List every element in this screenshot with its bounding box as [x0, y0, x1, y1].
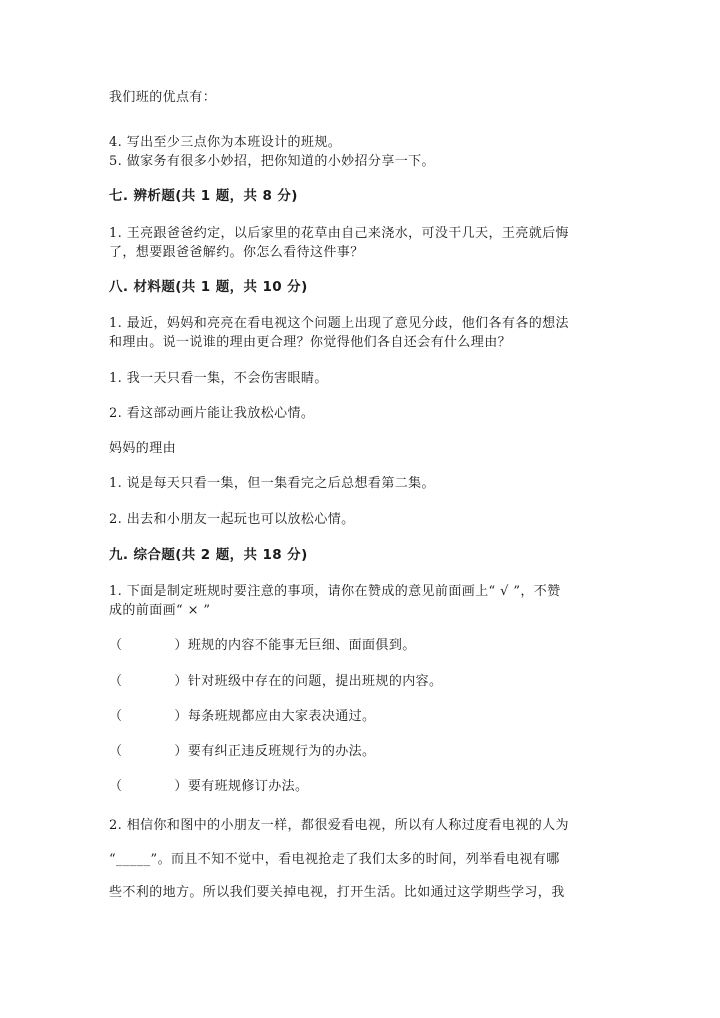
section-7-q1-line1: 1. 王亮跟爸爸约定，以后家里的花草由自己来浇水，可没干几天，王亮就后悔 [109, 226, 569, 241]
section-9-q1-line1: 1. 下面是制定班规时要注意的事项，请你在赞成的意见前面画上“ √ ”，不赞 [109, 584, 561, 599]
option-text: 针对班级中存在的问题，提出班规的内容。 [187, 674, 443, 689]
answer-blank-open: （ [109, 779, 123, 794]
answer-blank-close: ） [174, 638, 188, 653]
option-text: 班规的内容不能事无巨细、面面俱到。 [187, 638, 416, 653]
answer-blank-close: ） [174, 709, 188, 724]
mom-reason-label: 妈妈的理由 [109, 441, 177, 456]
option-row-2 [109, 672, 442, 692]
option-row-1 [109, 636, 416, 656]
section-8-q1-line2: 和理由。说一说谁的理由更合理？你觉得他们各自还会有什么理由？ [109, 335, 512, 350]
answer-blank-close: ） [174, 779, 188, 794]
answer-blank-open: （ [109, 709, 123, 724]
option-row-4 [109, 742, 375, 762]
answer-blank-open: （ [109, 638, 123, 653]
mom-reason-1: 1. 说是每天只看一集，但一集看完之后总想看第二集。 [109, 476, 435, 491]
option-row-3 [109, 707, 375, 727]
option-text: 要有纠正违反班规行为的办法。 [187, 744, 376, 759]
section-8-q1-line1: 1. 最近，妈妈和亮亮在看电视这个问题上出现了意见分歧，他们各有各的想法 [109, 316, 569, 331]
section-8-title: 八. 材料题(共 1 题，共 10 分) [109, 279, 308, 295]
option-text: 每条班规都应由大家表决通过。 [187, 709, 376, 724]
answer-blank-close: ） [174, 674, 188, 689]
mom-reason-2: 2. 出去和小朋友一起玩也可以放松心情。 [109, 512, 355, 527]
section-9-q2-line3: 些不利的地方。所以我们要关掉电视，打开生活。比如通过这学期些学习，我 [109, 885, 565, 900]
section-9-title: 九. 综合题(共 2 题，共 18 分) [109, 547, 308, 563]
answer-blank-open: （ [109, 674, 123, 689]
question-5: 5. 做家务有很多小妙招，把你知道的小妙招分享一下。 [109, 154, 435, 169]
answer-blank-close: ） [174, 744, 188, 759]
section-9-q2-line2: “_____”。而且不知不觉中，看电视抢走了我们太多的时间，列举看电视有哪 [109, 852, 560, 867]
section-9-q2-line1: 2. 相信你和图中的小朋友一样，都很爱看电视，所以有人称过度看电视的人为 [109, 818, 569, 833]
liang-reason-1: 1. 我一天只看一集，不会伤害眼睛。 [109, 371, 328, 386]
class-strengths-prompt: 我们班的优点有： [109, 90, 217, 105]
liang-reason-2: 2. 看这部动画片能让我放松心情。 [109, 406, 315, 421]
answer-blank-open: （ [109, 744, 123, 759]
section-7-q1-line2: 了，想要跟爸爸解约。你怎么看待这件事？ [109, 245, 364, 260]
section-9-q1-line2: 成的前面画“ × ” [109, 603, 211, 618]
option-row-5 [109, 777, 308, 797]
question-4: 4. 写出至少三点你为本班设计的班规。 [109, 135, 342, 150]
section-7-title: 七. 辨析题(共 1 题，共 8 分) [109, 188, 298, 204]
option-text: 要有班规修订办法。 [187, 779, 309, 794]
